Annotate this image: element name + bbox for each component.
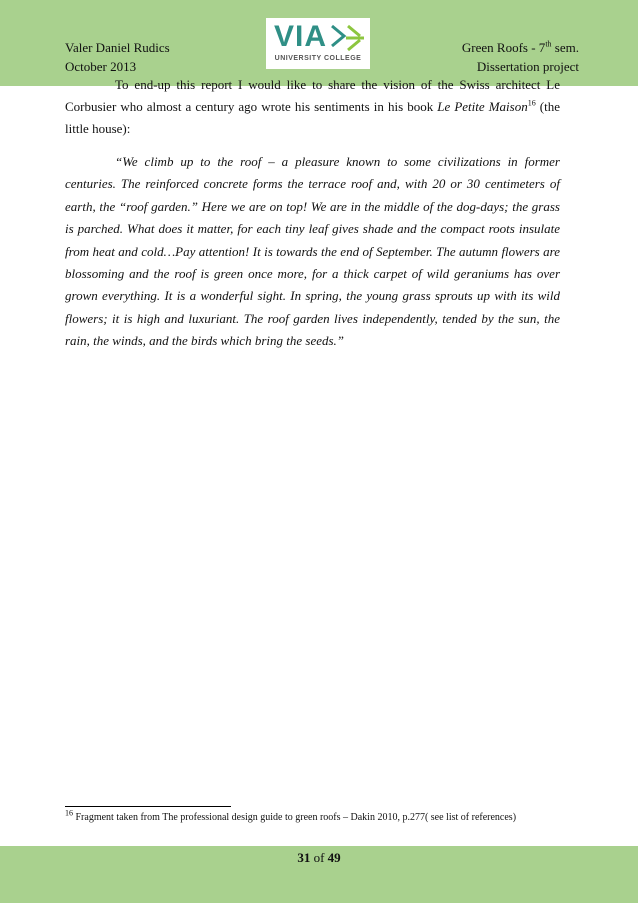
footnote bbox=[65, 808, 565, 825]
quote-paragraph: “We climb up to the roof – a pleasure known to some civilizations in former centuries. The reinforced concrete forms the terrace roof and, with 20 or 30 centimeters of earth, the “roof garden.” Here we are on top! We are in the middle of the dog-days; the grass is parched. What does it matter, for each tiny leaf gives shade and the compact roots insulate from heat and cold…Pay attention! It is towards the end of September. The autumn flowers are blossoming and the roof is green once more, for a thick carpet of wild geraniums has over grown everything. It is a wonderful sight. In spring, the young grass sprouts up with its wild flowers; it is high and luxuriant. The roof garden lives independently, tended by the sun, the rain, the winds, and the birds which bring the seeds.” bbox=[65, 154, 560, 349]
footnote-number: 16 bbox=[65, 808, 73, 818]
header-left bbox=[65, 38, 170, 76]
page-number: 31 of 49 bbox=[297, 850, 341, 865]
page-footer bbox=[0, 846, 638, 903]
author-name: Valer Daniel Rudics bbox=[65, 40, 170, 55]
header-right bbox=[462, 38, 579, 76]
footnote-text: Fragment taken from The professional design guide to green roofs – Dakin 2010, p.277( see list of references) bbox=[73, 812, 517, 823]
logo-wordmark: VIA bbox=[274, 20, 328, 53]
book-title: Le Petite Maison bbox=[437, 99, 528, 114]
footnote-reference: 16 bbox=[527, 98, 536, 108]
logo-subtitle: UNIVERSITY COLLEGE bbox=[274, 55, 362, 62]
logo-arrow-icon bbox=[330, 24, 366, 52]
report-date: October 2013 bbox=[65, 59, 137, 74]
document-type: Dissertation project bbox=[476, 59, 579, 74]
via-logo bbox=[266, 18, 370, 69]
footnote-divider bbox=[65, 806, 231, 807]
document-title: Green Roofs - 7th sem. bbox=[461, 39, 579, 55]
intro-paragraph: To end-up this report I would like to share the vision of the Swiss architect Le Corbusier who almost a century ago wrote his sentiments in his book Le Petite Maison$^{16}$ (the little house): bbox=[65, 77, 560, 136]
